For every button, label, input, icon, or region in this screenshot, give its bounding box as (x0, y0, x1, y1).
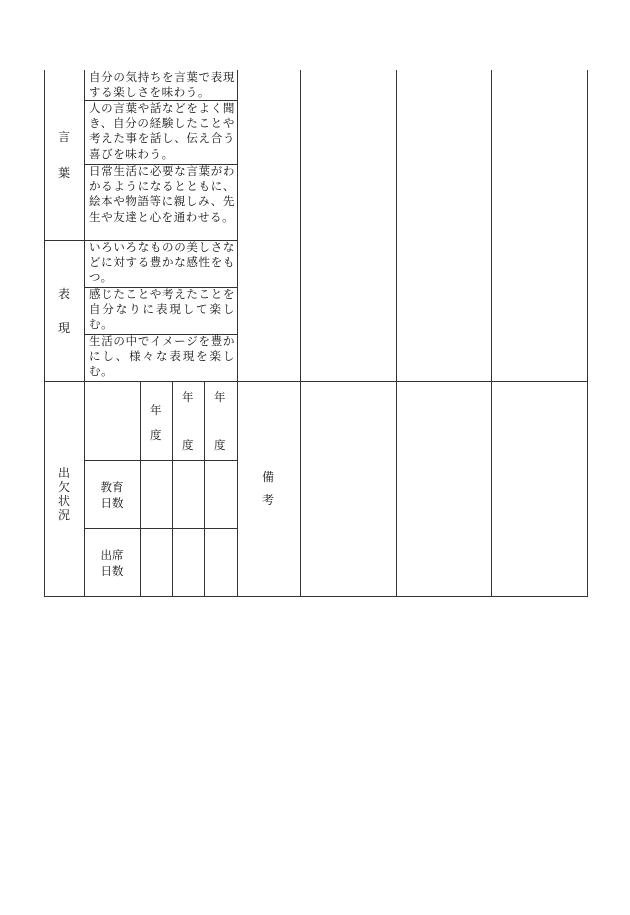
attendance-days-label-line-2: 日数 (100, 564, 124, 578)
attendance-title-char-3: 状 (58, 494, 71, 508)
kotoba-category-char-2: 葉 (58, 166, 71, 180)
year-header-3-do: 度 (214, 438, 226, 452)
hyogen-item-3: 生活の中でイメージを豊かにし、様々な表現を楽しむ。 (89, 334, 235, 379)
attendance-title-char-2: 欠 (58, 480, 71, 494)
kotoba-item-2: 人の言葉や話などをよく聞き、自分の経験したことや考えた事を話し、伝え合う喜びを味わう。 (89, 101, 235, 161)
attendance-days-label-line-1: 出席 (100, 548, 124, 562)
content-column-border (237, 70, 238, 596)
year-header-1-do: 度 (150, 428, 162, 442)
table-left-border (44, 70, 45, 596)
hyogen-item-1: いろいろなものの美しさなどに対する豊かな感性をもつ。 (89, 240, 235, 285)
attendance-title-char-1: 出 (58, 466, 71, 480)
hyogen-category-char-1: 表 (58, 287, 71, 301)
attendance-row-divider-2 (84, 528, 237, 529)
record-column-border-1 (300, 70, 301, 596)
table-right-border (587, 70, 588, 596)
education-days-label-line-2: 日数 (100, 496, 124, 510)
education-days-label-line-1: 教育 (100, 480, 124, 494)
year-header-2-nen: 年 (182, 390, 194, 404)
hyogen-item-2: 感じたことや考えたことを自分なりに表現して楽しむ。 (89, 287, 235, 332)
hyogen-category-char-2: 現 (58, 321, 71, 335)
year-header-1-nen: 年 (150, 403, 162, 417)
remarks-label-char-2: 考 (262, 493, 275, 507)
table-bottom-border (44, 596, 588, 597)
year-column-border-1 (140, 381, 141, 596)
kotoba-item-1: 自分の気持ちを言葉で表現する楽しさを味わう。 (89, 70, 235, 100)
record-column-border-2 (396, 70, 397, 596)
attendance-title-char-4: 況 (58, 508, 71, 522)
remarks-label-char-1: 備 (262, 470, 275, 484)
kotoba-category-char-1: 言 (58, 130, 71, 144)
year-header-2-do: 度 (182, 438, 194, 452)
kotoba-item-3: 日常生活に必要な言葉がわかるようになるとともに、絵本や物語等に親しみ、先生や友達と心を通わせる。 (89, 164, 235, 224)
section-divider-attendance (44, 381, 588, 382)
year-column-border-2 (172, 381, 173, 596)
category-column-border (84, 70, 85, 596)
year-column-border-3 (204, 381, 205, 596)
attendance-row-divider-1 (84, 460, 237, 461)
year-header-3-nen: 年 (214, 390, 226, 404)
record-column-border-3 (491, 70, 492, 596)
